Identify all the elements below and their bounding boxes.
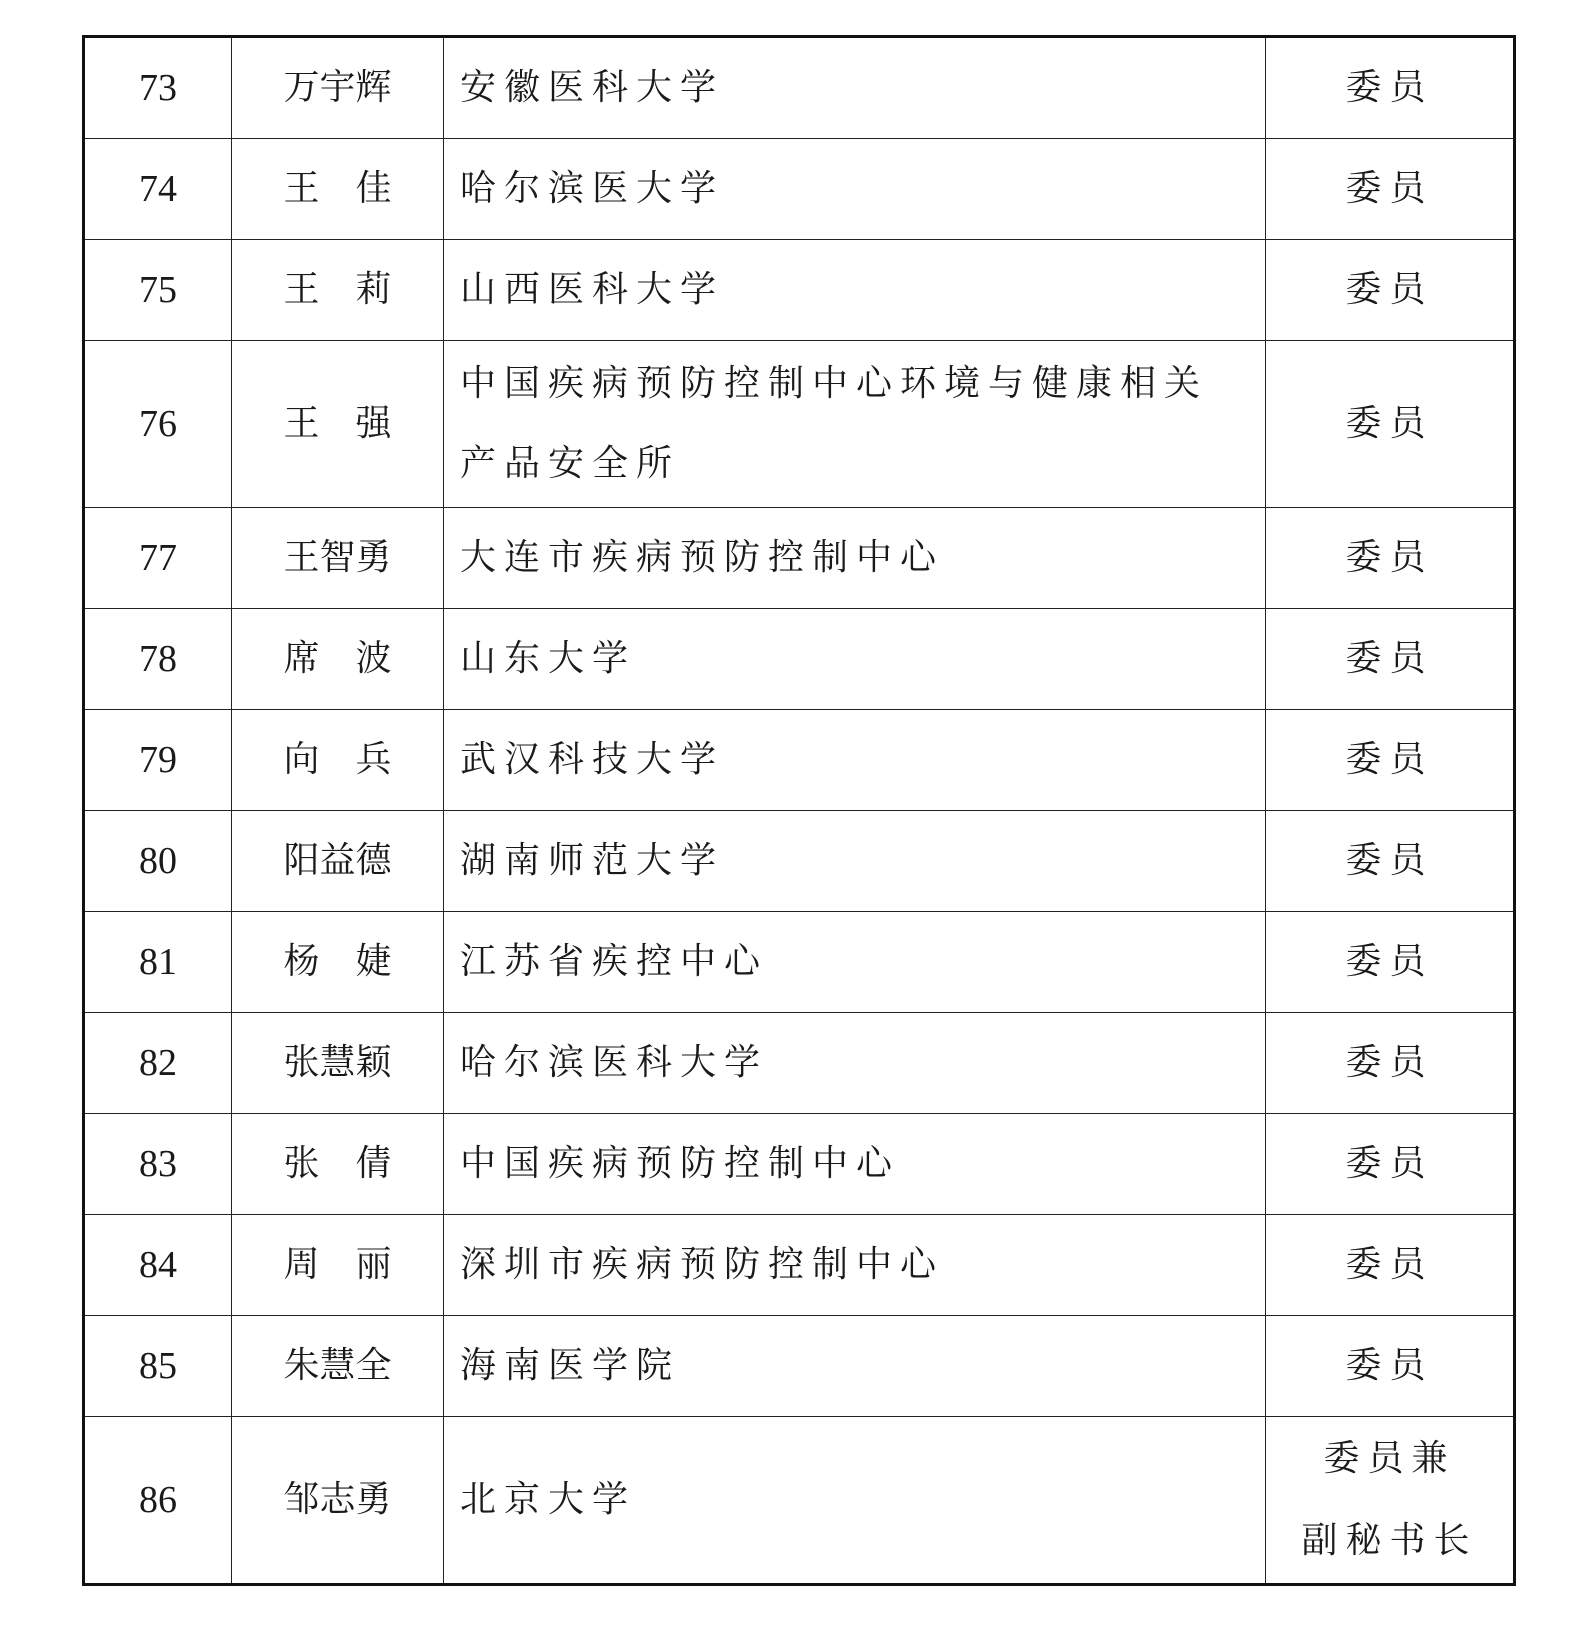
table-row xyxy=(84,1316,1515,1417)
row-number: 86 xyxy=(84,1417,232,1585)
member-organization: 安徽医科大学 xyxy=(444,37,1266,139)
member-name: 杨 婕 xyxy=(232,912,444,1013)
table-row xyxy=(84,341,1515,508)
table-row xyxy=(84,240,1515,341)
member-organization: 中国疾病预防控制中心 xyxy=(444,1114,1266,1215)
member-organization: 哈尔滨医科大学 xyxy=(444,1013,1266,1114)
member-role: 委员 xyxy=(1266,240,1515,341)
member-name: 向 兵 xyxy=(232,710,444,811)
member-name: 王 佳 xyxy=(232,139,444,240)
row-number: 80 xyxy=(84,811,232,912)
member-role: 委员 xyxy=(1266,1215,1515,1316)
table-row xyxy=(84,1215,1515,1316)
member-role: 委员 xyxy=(1266,508,1515,609)
member-role: 委员 xyxy=(1266,811,1515,912)
row-number: 82 xyxy=(84,1013,232,1114)
table-row xyxy=(84,37,1515,139)
table-row xyxy=(84,912,1515,1013)
member-role: 委员 xyxy=(1266,341,1515,508)
table-row xyxy=(84,710,1515,811)
row-number: 75 xyxy=(84,240,232,341)
row-number: 74 xyxy=(84,139,232,240)
member-role: 委员 xyxy=(1266,1013,1515,1114)
member-role-line-2: 副秘书长 xyxy=(1301,1520,1478,1561)
member-name: 阳益德 xyxy=(232,811,444,912)
row-number: 77 xyxy=(84,508,232,609)
member-role: 委员 xyxy=(1266,1316,1515,1417)
table-row xyxy=(84,811,1515,912)
table-row xyxy=(84,1114,1515,1215)
table-row xyxy=(84,609,1515,710)
member-name: 张慧颖 xyxy=(232,1013,444,1114)
row-number: 79 xyxy=(84,710,232,811)
table-row xyxy=(84,139,1515,240)
member-role: 委员 xyxy=(1266,139,1515,240)
row-number: 73 xyxy=(84,37,232,139)
member-name: 周 丽 xyxy=(232,1215,444,1316)
member-organization-text: 中国疾病预防控制中心环境与健康相关产品安全所 xyxy=(460,363,1209,484)
member-role xyxy=(1266,1417,1515,1585)
member-organization: 山西医科大学 xyxy=(444,240,1266,341)
member-name: 席 波 xyxy=(232,609,444,710)
member-name: 邹志勇 xyxy=(232,1417,444,1585)
table-row xyxy=(84,1417,1515,1585)
member-table xyxy=(82,35,1516,1586)
member-name: 张 倩 xyxy=(232,1114,444,1215)
member-table-container xyxy=(82,35,1513,1586)
member-organization: 深圳市疾病预防控制中心 xyxy=(444,1215,1266,1316)
member-organization: 海南医学院 xyxy=(444,1316,1266,1417)
member-role: 委员 xyxy=(1266,912,1515,1013)
table-row xyxy=(84,508,1515,609)
row-number: 85 xyxy=(84,1316,232,1417)
member-organization: 山东大学 xyxy=(444,609,1266,710)
member-role: 委员 xyxy=(1266,710,1515,811)
member-role: 委员 xyxy=(1266,37,1515,139)
row-number: 78 xyxy=(84,609,232,710)
member-organization xyxy=(444,341,1266,508)
member-name: 王 强 xyxy=(232,341,444,508)
member-name: 朱慧全 xyxy=(232,1316,444,1417)
member-role-line-1: 委员兼 xyxy=(1323,1438,1456,1479)
member-name: 王智勇 xyxy=(232,508,444,609)
member-organization: 大连市疾病预防控制中心 xyxy=(444,508,1266,609)
row-number: 76 xyxy=(84,341,232,508)
member-name: 王 莉 xyxy=(232,240,444,341)
member-role: 委员 xyxy=(1266,609,1515,710)
member-organization: 北京大学 xyxy=(444,1417,1266,1585)
row-number: 81 xyxy=(84,912,232,1013)
member-organization: 江苏省疾控中心 xyxy=(444,912,1266,1013)
member-organization: 武汉科技大学 xyxy=(444,710,1266,811)
row-number: 83 xyxy=(84,1114,232,1215)
table-row xyxy=(84,1013,1515,1114)
row-number: 84 xyxy=(84,1215,232,1316)
member-organization: 湖南师范大学 xyxy=(444,811,1266,912)
member-name: 万宇辉 xyxy=(232,37,444,139)
member-role: 委员 xyxy=(1266,1114,1515,1215)
member-organization: 哈尔滨医大学 xyxy=(444,139,1266,240)
